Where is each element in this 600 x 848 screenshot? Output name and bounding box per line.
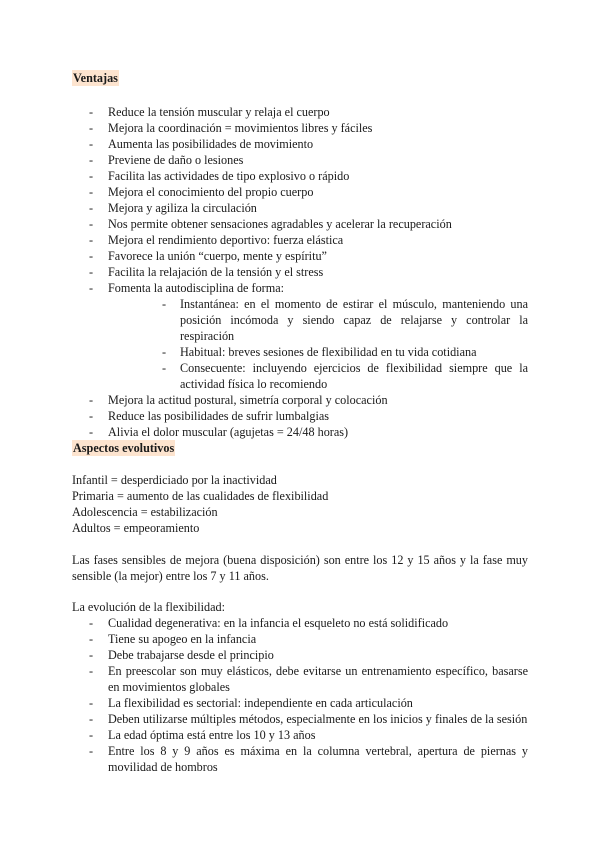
stage-line: Adolescencia = estabilización: [72, 505, 218, 519]
list-item: - Debe trabajarse desde el principio: [72, 647, 528, 663]
sub-list-item: - Consecuente: incluyendo ejercicios de flexibilidad siempre que la actividad física lo recomiendo: [108, 360, 528, 392]
list-item: - En preescolar son muy elásticos, debe evitarse un entrenamiento específico, basarse en movimientos globales: [72, 663, 528, 695]
stage-line: Adultos = empeoramiento: [72, 521, 200, 535]
list-item-text: Fomenta la autodisciplina de forma:: [108, 281, 284, 295]
list-item: - Nos permite obtener sensaciones agradables y acelerar la recuperación: [72, 216, 528, 232]
list-item: - Facilita las actividades de tipo explosivo o rápido: [72, 168, 528, 184]
list-item: - Tiene su apogeo en la infancia: [72, 631, 528, 647]
evolucion-list: [72, 615, 528, 775]
list-item: - La edad óptima está entre los 10 y 13 años: [72, 727, 528, 743]
list-item: - Cualidad degenerativa: en la infancia el esqueleto no está solidificado: [72, 615, 528, 631]
list-item: - Favorece la unión “cuerpo, mente y espíritu”: [72, 248, 528, 264]
sub-list: [108, 296, 528, 392]
fases-paragraph: Las fases sensibles de mejora (buena disposición) son entre los 12 y 15 años y la fase muy sensible (la mejor) entre los 7 y 11 años.: [72, 553, 528, 583]
list-item: - La flexibilidad es sectorial: independiente en cada articulación: [72, 695, 528, 711]
stage-line: Infantil = desperdiciado por la inactividad: [72, 473, 277, 487]
sub-list-item: - Instantánea: en el momento de estirar el músculo, manteniendo una posición incómoda y siendo capaz de relajarse y controlar la respiración: [108, 296, 528, 344]
list-item: - Mejora y agiliza la circulación: [72, 200, 528, 216]
stages-block: [72, 472, 528, 536]
list-item: - Aumenta las posibilidades de movimiento: [72, 136, 528, 152]
heading-ventajas: Ventajas: [73, 71, 118, 85]
list-item: - Reduce las posibilidades de sufrir lumbalgias: [72, 408, 528, 424]
list-item: - Mejora el conocimiento del propio cuerpo: [72, 184, 528, 200]
list-item: - Previene de daño o lesiones: [72, 152, 528, 168]
heading-aspectos-evolutivos: Aspectos evolutivos: [73, 441, 175, 455]
list-item: - Mejora la coordinación = movimientos libres y fáciles: [72, 120, 528, 136]
stage-line: Primaria = aumento de las cualidades de flexibilidad: [72, 489, 329, 503]
list-item: [72, 280, 528, 392]
list-item: - Mejora el rendimiento deportivo: fuerza elástica: [72, 232, 528, 248]
sub-list-item: - Habitual: breves sesiones de flexibilidad en tu vida cotidiana: [108, 344, 528, 360]
list-item: - Entre los 8 y 9 años es máxima en la columna vertebral, apertura de piernas y movilidad de hombros: [72, 743, 528, 775]
list-item: - Deben utilizarse múltiples métodos, especialmente en los inicios y finales de la sesión: [72, 711, 528, 727]
list-item: - Facilita la relajación de la tensión y el stress: [72, 264, 528, 280]
list-item: - Reduce la tensión muscular y relaja el cuerpo: [72, 104, 528, 120]
list-item: - Mejora la actitud postural, simetría corporal y colocación: [72, 392, 528, 408]
list-item: - Alivia el dolor muscular (agujetas = 24/48 horas): [72, 424, 528, 440]
evolucion-intro: La evolución de la flexibilidad:: [72, 600, 225, 614]
ventajas-list: [72, 104, 528, 440]
